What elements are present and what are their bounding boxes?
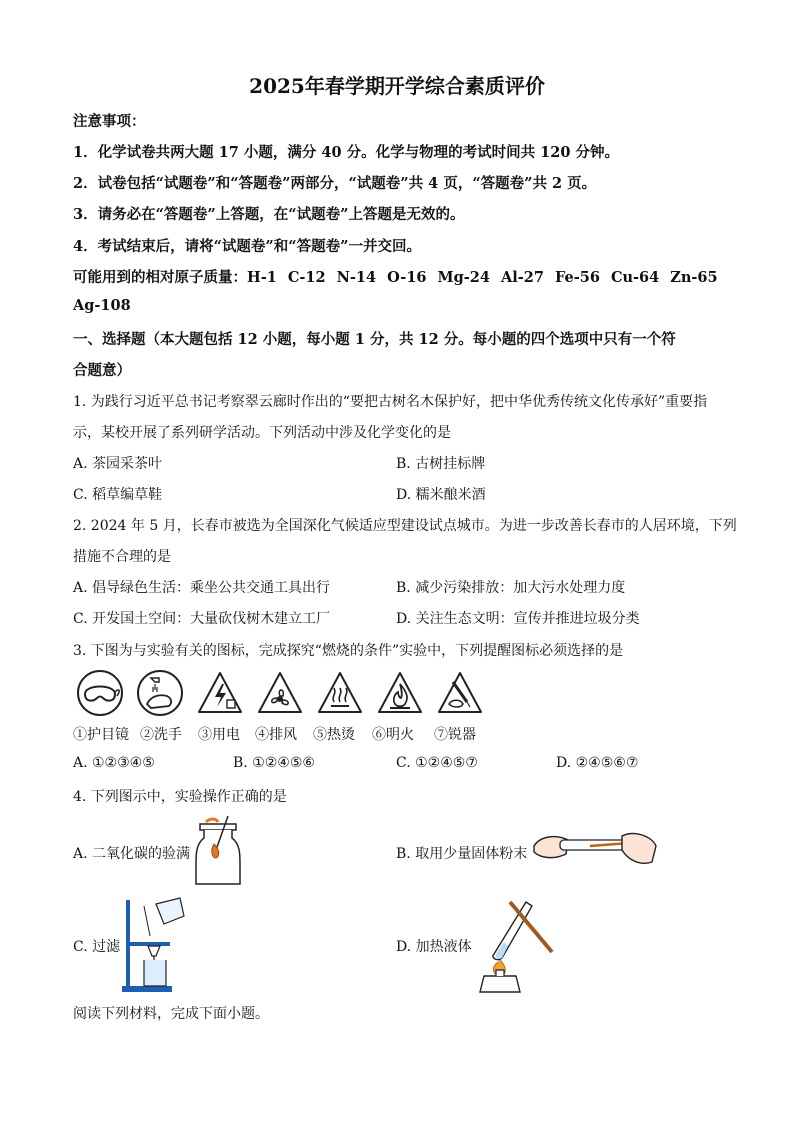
option-a: A. 倡导绿色生活：乘坐公共交通工具出行 [73, 580, 331, 596]
option-d: D. ②④⑤⑥⑦ [556, 755, 639, 771]
option-b: B. 减少污染排放：加大污水处理力度 [396, 580, 626, 596]
electricity-icon [199, 673, 241, 712]
question-stem: 示，某校开展了系列研学活动。下列活动中涉及化学变化的是 [73, 425, 451, 441]
atomic-mass-line: Ag-108 [73, 297, 131, 314]
question-stem: 2. 2024 年 5 月，长春市被选为全国深化气候适应型建设试点城市。为进一步改善长春市的人居环境，下列 [73, 518, 737, 534]
option-a: A. 茶园采茶叶 [73, 456, 163, 472]
safety-icons-row [75, 668, 495, 718]
option-b: B. ①②④⑤⑥ [233, 755, 315, 771]
icon-label: ⑦锐器 [434, 727, 476, 743]
question-stem: 1. 为践行习近平总书记考察翠云廊时作出的“要把古树名木保护好，把中华优秀传统文化传承好”重要指 [73, 394, 708, 410]
notice-item: 2．试卷包括“试题卷”和“答题卷”两部分，“试题卷”共 4 页，“答题卷”共 2 页。 [73, 175, 597, 192]
question-stem: 3. 下图为与实验有关的图标，完成探究“燃烧的条件”实验中，下列提醒图标必须选择的是 [73, 643, 624, 659]
goggles-icon [78, 671, 122, 715]
gas-bottle-illustration [192, 814, 244, 888]
read-material-text: 阅读下列材料，完成下面小题。 [73, 1006, 269, 1022]
open-flame-icon [379, 673, 421, 712]
sharp-object-icon [439, 673, 481, 712]
heating-liquid-illustration [470, 896, 556, 996]
ventilation-icon [259, 673, 301, 712]
option-c: C. 过滤 [73, 939, 121, 955]
option-d: D. 加热液体 [396, 939, 472, 955]
notice-heading: 注意事项： [73, 113, 146, 130]
icon-label: ②洗手 [140, 727, 182, 743]
filtration-illustration [120, 896, 186, 994]
option-a: A. ①②③④⑤ [73, 755, 155, 771]
notice-item: 3．请务必在“答题卷”上答题，在“试题卷”上答题是无效的。 [73, 206, 465, 223]
question-stem: 措施不合理的是 [73, 549, 171, 565]
option-c: C. 开发国土空间：大量砍伐树木建立工厂 [73, 611, 331, 627]
wash-hands-icon [138, 671, 182, 715]
option-b: B. 取用少量固体粉末 [396, 846, 528, 862]
page-title: 2025年春学期开学综合素质评价 [249, 74, 545, 98]
option-c: C. 稻草编草鞋 [73, 487, 163, 503]
atomic-mass-line: 可能用到的相对原子质量：H-1 C-12 N-14 O-16 Mg-24 Al-27 Fe-56 Cu-64 Zn-65 [73, 269, 718, 286]
icon-label: ④排风 [255, 727, 297, 743]
notice-item: 4．考试结束后，请将“试题卷”和“答题卷”一并交回。 [73, 238, 421, 255]
section-heading: 合题意） [73, 362, 131, 379]
powder-test-tube-illustration [530, 826, 660, 868]
option-c: C. ①②④⑤⑦ [396, 755, 478, 771]
question-stem: 4. 下列图示中，实验操作正确的是 [73, 789, 287, 805]
option-d: D. 关注生态文明：宣传并推进垃圾分类 [396, 611, 640, 627]
icon-label: ⑥明火 [372, 727, 414, 743]
icon-label: ⑤热烫 [313, 727, 355, 743]
icon-label: ①护目镜 [73, 727, 129, 743]
section-heading: 一、选择题（本大题包括 12 小题，每小题 1 分，共 12 分。每小题的四个选项中只有一个符 [73, 331, 676, 348]
option-a: A. 二氧化碳的验满 [73, 846, 191, 862]
option-d: D. 糯米酿米酒 [396, 487, 486, 503]
hot-surface-icon [319, 673, 361, 712]
option-b: B. 古树挂标牌 [396, 456, 486, 472]
notice-item: 1．化学试卷共两大题 17 小题，满分 40 分。化学与物理的考试时间共 120 分钟。 [73, 144, 619, 161]
icon-label: ③用电 [198, 727, 240, 743]
